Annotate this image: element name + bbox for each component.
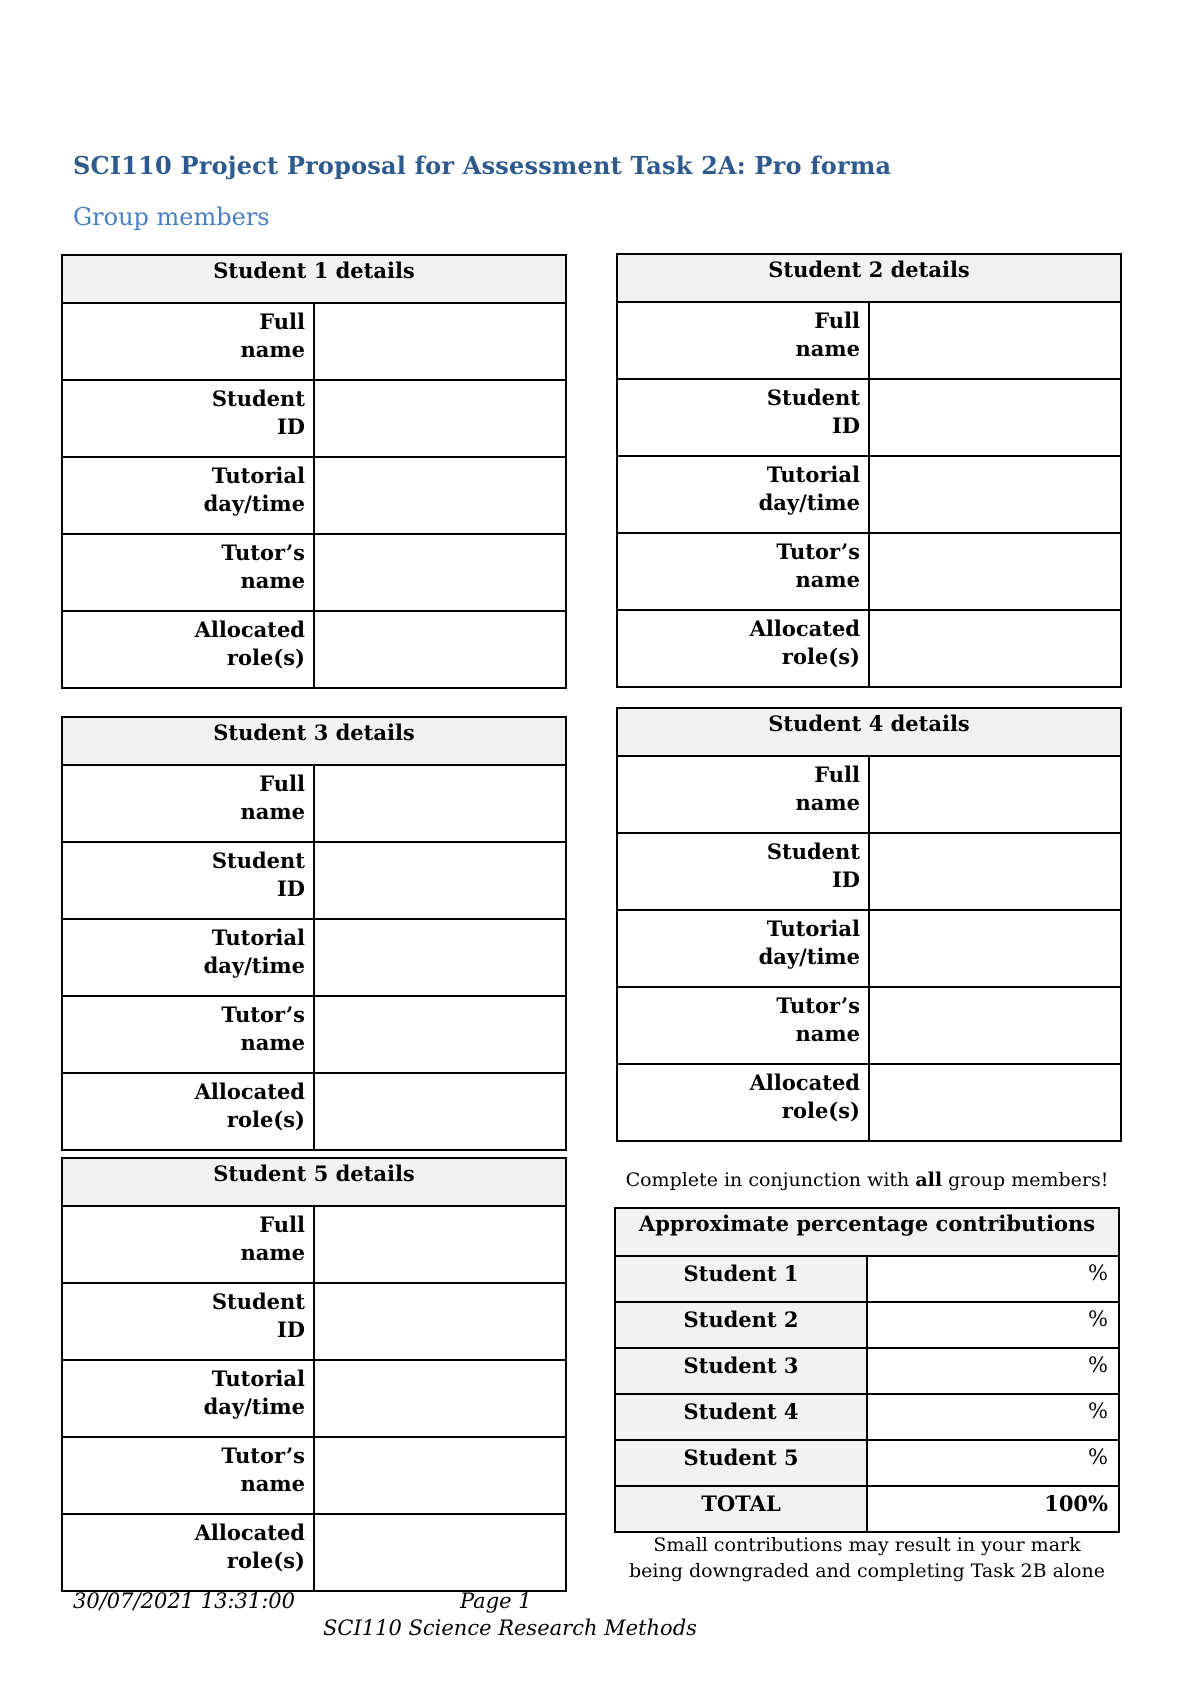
footer-page-number: Page 1: [460, 1589, 532, 1613]
section-heading-group-members: Group members: [73, 203, 270, 231]
allocated-role-label: Allocated role(s): [617, 610, 869, 687]
student-4-heading: Student 4 details: [617, 708, 1121, 756]
full-name-label: Full name: [62, 1206, 314, 1283]
tutorial-label: Tutorial day/time: [617, 910, 869, 987]
full-name-label: Full name: [617, 756, 869, 833]
allocated-role-label: Allocated role(s): [62, 1514, 314, 1591]
student-3-tutor-field[interactable]: [314, 996, 566, 1073]
student-3-tutorial-field[interactable]: [314, 919, 566, 996]
student-2-full-name-field[interactable]: [869, 302, 1121, 379]
footer-datetime: 30/07/2021 13:31:00: [73, 1589, 296, 1613]
student-5-heading: Student 5 details: [62, 1158, 566, 1206]
tutor-name-label: Tutor’s name: [62, 1437, 314, 1514]
student-id-label: Student ID: [62, 380, 314, 457]
student-4-role-field[interactable]: [869, 1064, 1121, 1141]
student-1-table: [61, 254, 567, 689]
student-id-label: Student ID: [617, 833, 869, 910]
full-name-label: Full name: [62, 303, 314, 380]
student-5-role-field[interactable]: [314, 1514, 566, 1591]
student-5-id-field[interactable]: [314, 1283, 566, 1360]
contribution-label: Student 5: [615, 1440, 867, 1486]
student-id-label: Student ID: [617, 379, 869, 456]
contributions-heading: Approximate percentage contributions: [615, 1208, 1119, 1256]
student-3-id-field[interactable]: [314, 842, 566, 919]
student-2-table: [616, 253, 1122, 688]
allocated-role-label: Allocated role(s): [617, 1064, 869, 1141]
student-2-id-field[interactable]: [869, 379, 1121, 456]
student-2-heading: Student 2 details: [617, 254, 1121, 302]
contribution-label: Student 4: [615, 1394, 867, 1440]
student-1-tutor-field[interactable]: [314, 534, 566, 611]
student-1-tutorial-field[interactable]: [314, 457, 566, 534]
contribution-student-3-field[interactable]: %: [867, 1348, 1119, 1394]
student-3-full-name-field[interactable]: [314, 765, 566, 842]
contribution-label: Student 3: [615, 1348, 867, 1394]
tutorial-label: Tutorial day/time: [62, 1360, 314, 1437]
student-3-table: [61, 716, 567, 1151]
tutor-name-label: Tutor’s name: [617, 987, 869, 1064]
contribution-student-1-field[interactable]: %: [867, 1256, 1119, 1302]
student-2-role-field[interactable]: [869, 610, 1121, 687]
student-id-label: Student ID: [62, 842, 314, 919]
contribution-student-5-field[interactable]: %: [867, 1440, 1119, 1486]
student-1-id-field[interactable]: [314, 380, 566, 457]
student-5-table: [61, 1157, 567, 1592]
student-1-heading: Student 1 details: [62, 255, 566, 303]
tutorial-label: Tutorial day/time: [62, 919, 314, 996]
student-id-label: Student ID: [62, 1283, 314, 1360]
student-2-tutorial-field[interactable]: [869, 456, 1121, 533]
allocated-role-label: Allocated role(s): [62, 1073, 314, 1150]
contribution-label: Student 2: [615, 1302, 867, 1348]
student-1-role-field[interactable]: [314, 611, 566, 688]
total-label: TOTAL: [615, 1486, 867, 1532]
student-5-full-name-field[interactable]: [314, 1206, 566, 1283]
student-3-heading: Student 3 details: [62, 717, 566, 765]
contribution-student-4-field[interactable]: %: [867, 1394, 1119, 1440]
tutor-name-label: Tutor’s name: [62, 996, 314, 1073]
footer-course-name: SCI110 Science Research Methods: [323, 1616, 697, 1640]
student-4-id-field[interactable]: [869, 833, 1121, 910]
contribution-label: Student 1: [615, 1256, 867, 1302]
student-4-tutor-field[interactable]: [869, 987, 1121, 1064]
student-4-tutorial-field[interactable]: [869, 910, 1121, 987]
allocated-role-label: Allocated role(s): [62, 611, 314, 688]
total-value: 100%: [867, 1486, 1119, 1532]
student-2-tutor-field[interactable]: [869, 533, 1121, 610]
full-name-label: Full name: [617, 302, 869, 379]
tutorial-label: Tutorial day/time: [617, 456, 869, 533]
contribution-student-2-field[interactable]: %: [867, 1302, 1119, 1348]
tutor-name-label: Tutor’s name: [617, 533, 869, 610]
tutorial-label: Tutorial day/time: [62, 457, 314, 534]
downgrade-warning: Small contributions may result in your mark being downgraded and completing Task 2B alone: [629, 1534, 1105, 1582]
student-1-full-name-field[interactable]: [314, 303, 566, 380]
contributions-table: [614, 1207, 1120, 1533]
student-4-table: [616, 707, 1122, 1142]
page-title: SCI110 Project Proposal for Assessment Task 2A: Pro forma: [73, 151, 892, 180]
student-4-full-name-field[interactable]: [869, 756, 1121, 833]
full-name-label: Full name: [62, 765, 314, 842]
student-5-tutorial-field[interactable]: [314, 1360, 566, 1437]
contributions-note: Complete in conjunction with all group members!: [625, 1169, 1109, 1191]
student-5-tutor-field[interactable]: [314, 1437, 566, 1514]
tutor-name-label: Tutor’s name: [62, 534, 314, 611]
student-3-role-field[interactable]: [314, 1073, 566, 1150]
